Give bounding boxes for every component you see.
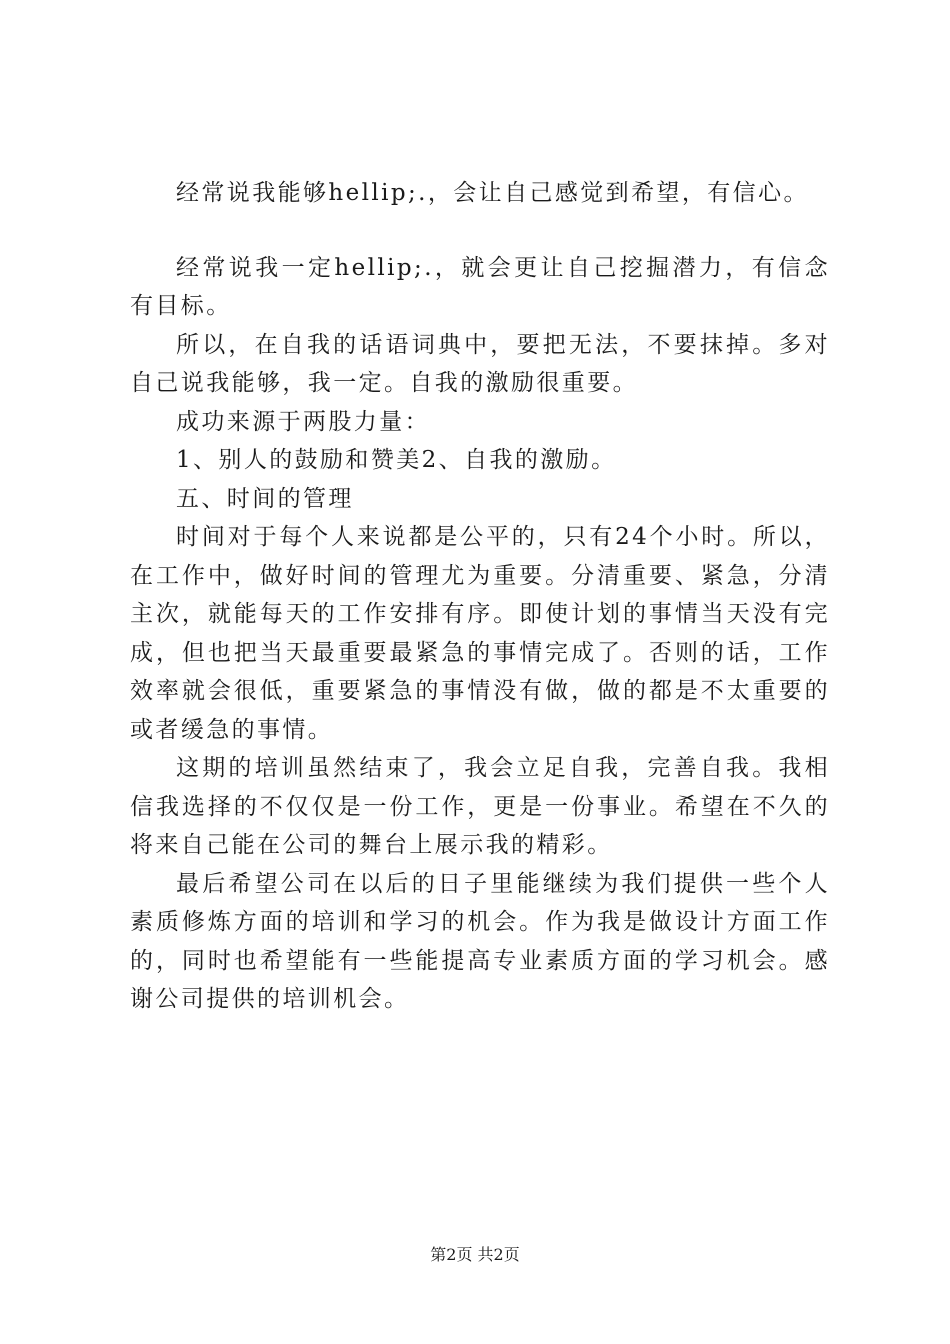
paragraph: 成功来源于两股力量： bbox=[176, 408, 430, 435]
paragraph: 最后希望公司在以后的日子里能继续为我们提供一些个人素质修炼方面的培训和学习的机会。作为我是做设计方面工作的，同时也希望能有一些能提高专业素质方面的学习机会。感谢公司提供的培训机会。 bbox=[130, 870, 830, 1012]
paragraph: 所以，在自我的话语词典中，要把无法，不要抹掉。多对自己说我能够，我一定。自我的激励很重要。 bbox=[130, 331, 830, 396]
paragraph: 经常说我一定hellip;.，就会更让自己挖掘潜力，有信念有目标。 bbox=[130, 254, 830, 319]
paragraph: 这期的培训虽然结束了，我会立足自我，完善自我。我相信我选择的不仅仅是一份工作，更是一份事业。希望在不久的将来自己能在公司的舞台上展示我的精彩。 bbox=[130, 755, 830, 858]
paragraph: 时间对于每个人来说都是公平的，只有24个小时。所以，在工作中，做好时间的管理尤为重要。分清重要、紧急，分清主次，就能每天的工作安排有序。即使计划的事情当天没有完成，但也把当天最重要最紧急的事情完成了。否则的话，工作效率就会很低，重要紧急的事情没有做，做的都是不太重要的或者缓急的事情。 bbox=[130, 524, 830, 743]
section-heading: 五、时间的管理 bbox=[176, 485, 354, 512]
page-number-footer: 第2页 共2页 bbox=[430, 1245, 520, 1264]
paragraph: 经常说我能够hellip;.，会让自己感觉到希望，有信心。 bbox=[176, 180, 809, 206]
document-body bbox=[130, 174, 830, 1019]
paragraph: 1、别人的鼓励和赞美2、自我的激励。 bbox=[176, 447, 617, 473]
